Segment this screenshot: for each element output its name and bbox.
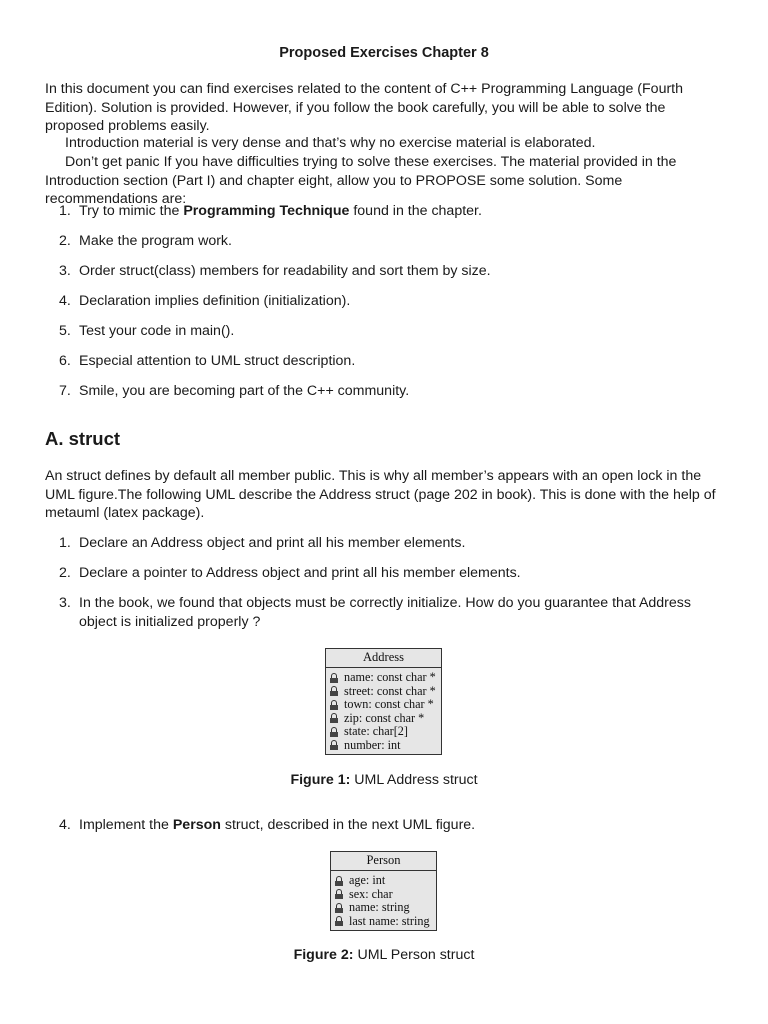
uml-address-class bbox=[325, 648, 442, 755]
uml-attribute bbox=[335, 874, 436, 888]
list-item bbox=[45, 232, 232, 251]
open-lock-icon bbox=[330, 686, 338, 696]
open-lock-icon bbox=[330, 673, 338, 683]
uml-attribute-text: town: const char * bbox=[344, 697, 434, 711]
list-number: 2. bbox=[59, 565, 71, 581]
uml-attribute-list bbox=[326, 668, 441, 754]
figure-caption-label: Figure 1: bbox=[290, 772, 351, 788]
list-number: 2. bbox=[59, 233, 71, 249]
list-number: 3. bbox=[59, 263, 71, 279]
list-item bbox=[45, 262, 491, 281]
list-number: 6. bbox=[59, 353, 71, 369]
uml-attribute bbox=[335, 915, 436, 929]
open-lock-icon bbox=[330, 727, 338, 737]
uml-attribute bbox=[330, 671, 441, 685]
intro-paragraph-3-text: Don’t get panic If you have difficulties trying to solve these exercises. The material provided in the Introduction section (Part I) and chapter eight, allow you to PROPOSE some solution. Some recommendations are: bbox=[45, 154, 677, 207]
uml-attribute bbox=[330, 725, 441, 739]
uml-attribute-text: state: char[2] bbox=[344, 724, 408, 738]
list-number: 3. bbox=[59, 595, 71, 611]
figure-caption bbox=[0, 772, 768, 788]
list-item-text: Smile, you are becoming part of the C++ community. bbox=[79, 383, 410, 399]
document-title: Proposed Exercises Chapter 8 bbox=[279, 45, 489, 61]
list-number: 4. bbox=[59, 293, 71, 309]
uml-attribute-list bbox=[331, 871, 436, 930]
list-item bbox=[45, 322, 234, 341]
section-heading: A. struct bbox=[45, 428, 121, 449]
list-item-text: Especial attention to UML struct description. bbox=[79, 353, 356, 369]
uml-attribute bbox=[330, 685, 441, 699]
list-number: 4. bbox=[59, 817, 71, 833]
uml-person-class bbox=[330, 851, 437, 931]
list-item-text: Declaration implies definition (initialization). bbox=[79, 293, 351, 309]
uml-class-name: Person bbox=[331, 852, 436, 871]
open-lock-icon bbox=[335, 889, 343, 899]
uml-attribute-text: name: const char * bbox=[344, 670, 436, 684]
figure-caption-text: UML Person struct bbox=[353, 947, 475, 963]
open-lock-icon bbox=[335, 903, 343, 913]
list-number: 7. bbox=[59, 383, 71, 399]
uml-attribute bbox=[335, 888, 436, 902]
open-lock-icon bbox=[335, 916, 343, 926]
uml-attribute-text: sex: char bbox=[349, 886, 393, 901]
uml-attribute-text: number: int bbox=[344, 737, 401, 752]
intro-paragraph-3 bbox=[45, 153, 725, 209]
uml-attribute-text: zip: const char * bbox=[344, 710, 425, 725]
list-item-text: Test your code in main(). bbox=[79, 323, 235, 339]
list-item-text: Declare an Address object and print all his member elements. bbox=[79, 535, 466, 551]
list-item bbox=[45, 564, 521, 583]
list-number: 1. bbox=[59, 535, 71, 551]
list-item bbox=[45, 202, 482, 221]
list-item-text: Try to mimic the bbox=[79, 203, 184, 219]
list-item bbox=[45, 816, 475, 835]
uml-attribute bbox=[330, 739, 441, 753]
uml-attribute bbox=[330, 698, 441, 712]
open-lock-icon bbox=[335, 876, 343, 886]
figure-caption-text: UML Address struct bbox=[350, 772, 478, 788]
list-item-text: Declare a pointer to Address object and print all his member elements. bbox=[79, 565, 521, 581]
intro-paragraph: In this document you can find exercises related to the content of C++ Programming Language (Fourth Edition). Solution is provided. However, if you follow the book carefully, you will be able to solve the proposed problems easily. bbox=[45, 81, 684, 134]
section-paragraph: An struct defines by default all member public. This is why all member’s appears with an open lock in the UML figure.The following UML describe the Address struct (page 202 in book). This is done with the help of metauml (latex package). bbox=[45, 468, 716, 521]
list-item-text: struct, described in the next UML figure. bbox=[220, 817, 476, 833]
list-item bbox=[45, 594, 725, 631]
uml-attribute-text: name: string bbox=[349, 900, 410, 914]
uml-attribute bbox=[335, 901, 436, 915]
list-number: 5. bbox=[59, 323, 71, 339]
uml-attribute-text: street: const char * bbox=[344, 683, 436, 698]
intro-paragraph-2 bbox=[45, 134, 725, 153]
list-number: 1. bbox=[59, 203, 71, 219]
list-item bbox=[45, 352, 355, 371]
list-item-bold: Person bbox=[172, 817, 221, 833]
list-item bbox=[45, 292, 350, 311]
list-item-bold: Programming Technique bbox=[183, 203, 350, 219]
figure-caption bbox=[0, 947, 768, 963]
open-lock-icon bbox=[330, 700, 338, 710]
uml-attribute bbox=[330, 712, 441, 726]
list-item-text: found in the chapter. bbox=[349, 203, 482, 219]
uml-attribute-text: age: int bbox=[349, 873, 386, 887]
list-item-text: Make the program work. bbox=[79, 233, 232, 249]
list-item bbox=[45, 534, 465, 553]
uml-class-name: Address bbox=[326, 649, 441, 668]
list-item-text: Order struct(class) members for readability and sort them by size. bbox=[79, 263, 491, 279]
open-lock-icon bbox=[330, 740, 338, 750]
intro-paragraph-2-text: Introduction material is very dense and that’s why no exercise material is elaborated. bbox=[65, 135, 596, 151]
list-item bbox=[45, 382, 409, 401]
list-item-text: In the book, we found that objects must be correctly initialize. How do you guarantee that Address object is initialized properly ? bbox=[79, 595, 691, 630]
list-item-text: Implement the bbox=[79, 817, 173, 833]
figure-caption-label: Figure 2: bbox=[293, 947, 354, 963]
open-lock-icon bbox=[330, 713, 338, 723]
uml-attribute-text: last name: string bbox=[349, 913, 430, 928]
